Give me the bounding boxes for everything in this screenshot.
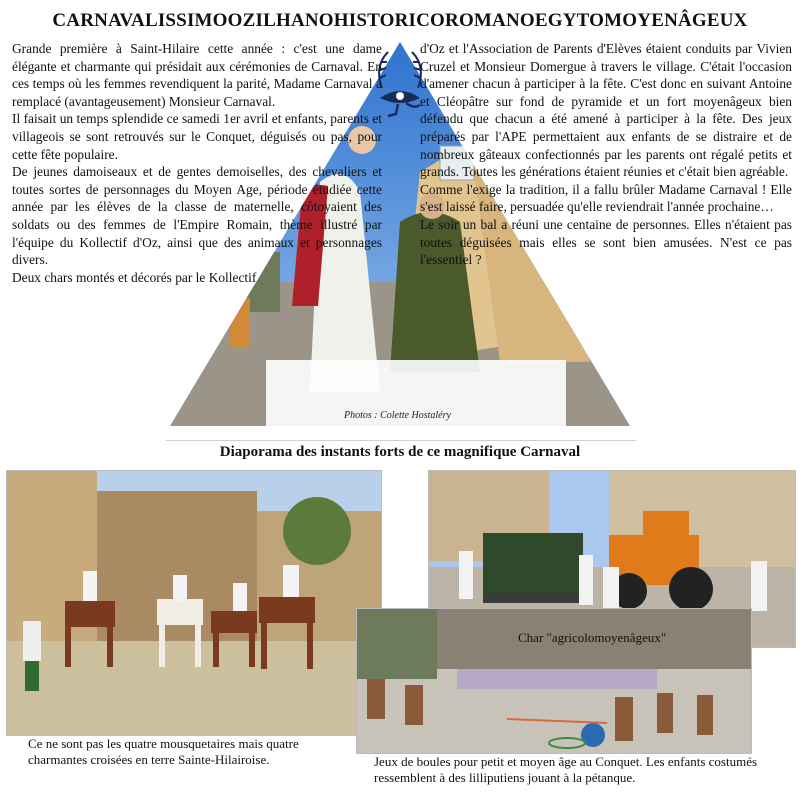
article-paragraph: De jeunes damoiseaux et de gentes demoiselles, des chevaliers et toutes sortes de personnages du Moyen Age, période étudiée cette année par les élèves de la classe de maternelle, côtoyaient des soldats ou des femmes de l'Empire Romain, thème illustré par l'équipe du Kollectif d'Oz, ainsi que des animaux et personnages divers. [12, 164, 382, 268]
caption-char: Char "agricolomoyenâgeux" [518, 630, 667, 645]
article-paragraph: Il faisait un temps splendide ce samedi 1er avril et enfants, parents et villageois se sont retrouvés sur le Conquet, déguisés ou pas, pour cette fête populaire. [12, 111, 382, 162]
photo-credit: Photos : Colette Hostaléry [344, 410, 451, 421]
knights-on-horses-photo [6, 470, 382, 736]
article-paragraph: Grande première à Saint-Hilaire cette année : c'est une dame élégante et charmante qui présidait aux cérémonies de Carnaval. En ces temps où les femmes revendiquent la parité, Madame Carnaval a remplacé (avantageusement) Monsieur Carnaval. [12, 41, 382, 109]
article-paragraph: Deux chars montés et décorés par le Kollectif [12, 269, 257, 285]
section-title: Diaporama des instants forts de ce magnifique Carnaval [219, 444, 581, 460]
headline: CARNAVALISSIMOOZILHANOHISTORICOROMANOEGYTOMOYENÂGEUX [52, 10, 748, 31]
divider [166, 440, 636, 441]
article-left-column [12, 40, 382, 286]
caption-knights: Ce ne sont pas les quatre mousquetaires mais quatre charmantes croisées en terre Sainte-Hilairoise. [28, 736, 299, 767]
article-paragraph: d'Oz et l'Association de Parents d'Elèves étaient conduits par Vivien Cruzel et Monsieur Domergue à travers le village. C'était l'occasion d'amener chacun à participer à la fête. C'est donc en suivant Antoine et Cléopâtre sur fond de pyramide et un fort moyenâgeux bien défendu que chacun a été amené à participer à la fête. Des jeux préparés par l'APE permettaient aux enfants de se distraire et de nombreux gâteaux confectionnés par les parents ont régalé petits et grands. Toutes les générations étaient réunies et c'était bien agréable. [420, 41, 792, 180]
article-paragraph: Le soir un bal a réuni une centaine de personnes. Elles n'étaient pas toutes déguisées mais elles se sont bien amusées. N'est ce pas l'essentiel ? [420, 216, 792, 268]
caption-petanque: Jeux de boules pour petit et moyen âge au Conquet. Les enfants costumés ressemblent à des lilliputiens jouant à la pétanque. [374, 754, 758, 785]
article-right-column [420, 40, 792, 269]
article-paragraph: Comme l'exige la tradition, il a fallu brûler Madame Carnaval ! Elle s'est laissé faire, persuadée qu'elle reviendrait l'année prochaine… [420, 181, 792, 215]
